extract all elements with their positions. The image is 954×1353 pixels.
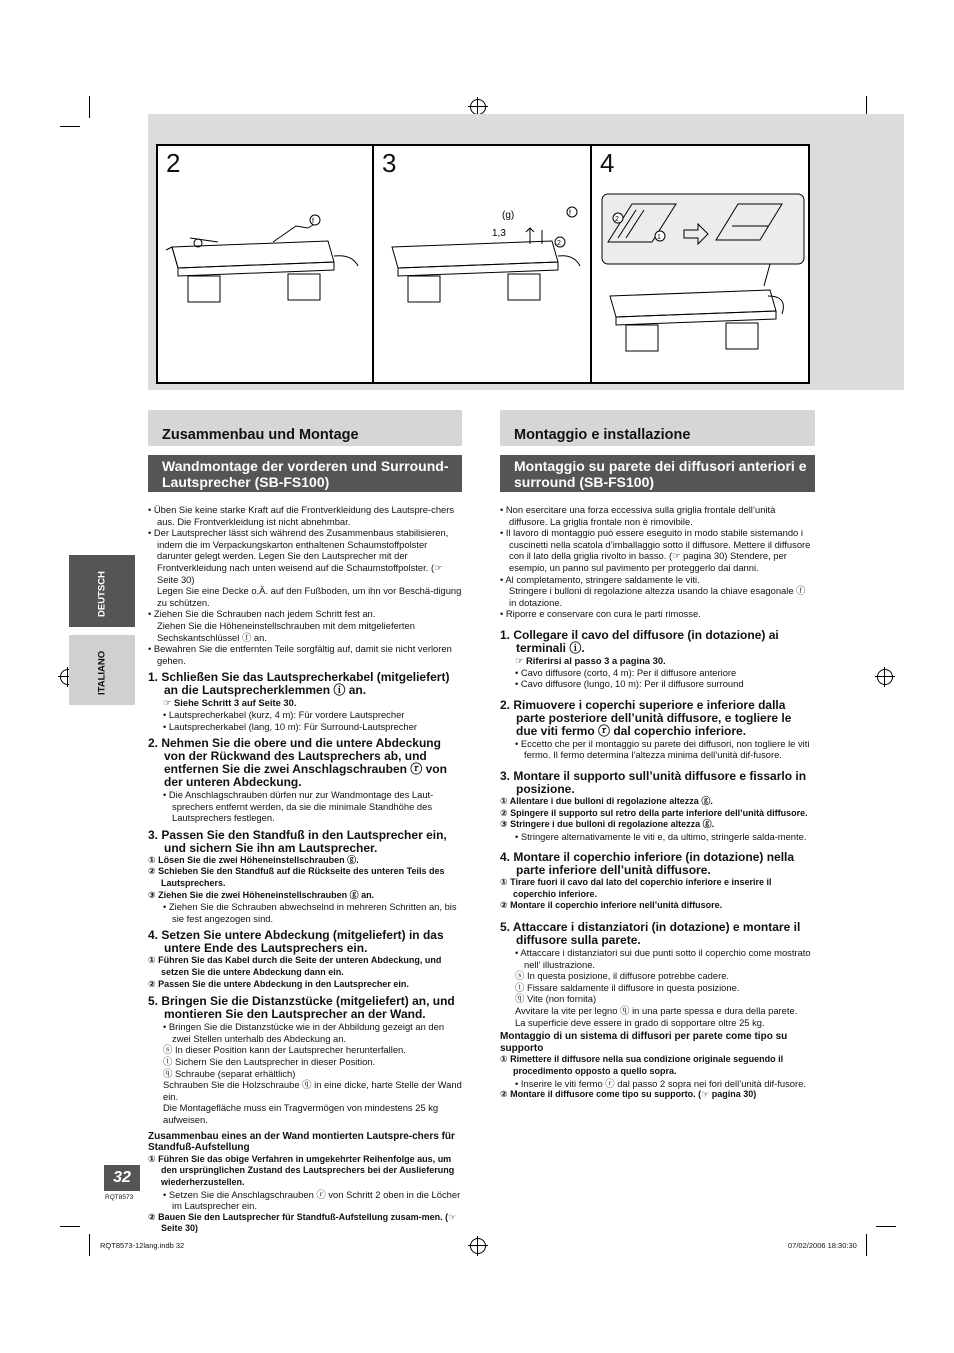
- bullet: • Al completamento, stringere saldamente le viti.: [500, 573, 700, 585]
- step-3-bullet: • Stringere alternativamente le viti e, da ultimo, stringerle salda-mente.: [515, 830, 807, 842]
- reverse-substep: ① Rimettere il diffusore nella sua condizione originale seguendo il procedimento opposto a quello sopra.: [500, 1054, 784, 1076]
- step-1-bullet: • Cavo diffusore (corto, 4 m): Per il diffusore anteriore: [515, 666, 737, 678]
- registration-mark-icon: [877, 669, 893, 685]
- bullet: • Bewahren Sie die entfernten Teile sorgfältig auf, damit sie nicht verloren gehen.: [148, 643, 452, 666]
- bullet-continuation: Stringere i bulloni di regolazione altezza usando la chiave esagonale ⓕ in dotazione.: [509, 585, 806, 608]
- page-number: 32: [104, 1165, 140, 1191]
- bullet: • Non esercitare una forza eccessiva sulla griglia frontale dell’unità diffusore. La griglia frontale non è rimovibile.: [500, 504, 776, 527]
- speaker-illustration: [592, 146, 808, 382]
- trim-mark: [89, 1234, 90, 1256]
- callout-f: f: [569, 210, 571, 217]
- reverse-heading: Zusammenbau eines an der Wand montierten Lautspre-chers für Standfuß-Aufstellung: [148, 1130, 455, 1154]
- step-1-bullet: • Lautsprecherkabel (lang, 10 m): Für Surround-Lautsprecher: [163, 720, 417, 732]
- step-1-reference: ☞ Riferirsi al passo 3 a pagina 30.: [515, 654, 666, 666]
- step-3-substep: ② Spingere il supporto sul retro della parte inferiore dell’unità diffusore.: [500, 807, 808, 818]
- step-1-heading: 1. Schließen Sie das Lautsprecherkabel (mitgeliefert) an die Lautsprecherklemmen ⓘ an.: [148, 670, 450, 698]
- step-5-line: ⓠ Schraube (separat erhältlich): [163, 1067, 296, 1079]
- step-4-substep: ① Führen Sie das Kabel durch die Seite der unteren Abdeckung, und setzen Sie die untere Abdeckung dann ein.: [148, 955, 442, 978]
- bullet: • Il lavoro di montaggio può essere eseguito in modo stabile sistemando i cuscinetti nella scatola d’imballaggio sotto il diffusore. Mettere il diffusore con il lato della griglia rivolto in basso. (☞ pagina 30) Stendere, per esempio, un panno sul pavimento per proteggerlo dai danni.: [500, 527, 811, 573]
- trim-mark: [876, 1226, 896, 1227]
- step-5-heading: 5. Attaccare i distanziatori (in dotazione) e montare il diffusore sulla parete.: [500, 920, 801, 948]
- step-4-heading: 4. Setzen Sie untere Abdeckung (mitgeliefert) in das untere Ende des Lautsprechers ein.: [148, 928, 444, 956]
- german-column: [148, 504, 462, 1235]
- callout-1: 1: [657, 234, 661, 241]
- figure-panel-2: [156, 144, 374, 384]
- step-5-line: La superficie deve essere in grado di sopportare oltre 25 kg.: [515, 1016, 765, 1028]
- trim-mark: [89, 96, 90, 118]
- bullet: • Ziehen Sie die Schrauben nach jedem Schritt fest an.: [148, 608, 376, 620]
- step-3-heading: 3. Montare il supporto sull’unità diffusore e fissarlo in posizione.: [500, 768, 807, 796]
- step-2-bullet: • Die Anschlagschrauben dürfen nur zur Wandmontage des Laut-sprechers entfernt werden, da sie die minimale Standhöhe des Lautsprechers festlegen.: [163, 789, 434, 824]
- callout-1-3: 1,3: [492, 228, 506, 239]
- panel-number: 4: [600, 148, 615, 178]
- bullet: • Üben Sie keine starke Kraft auf die Frontverkleidung des Lautspre-chers aus. Die Frontverkleidung ist nicht abnehmbar.: [148, 504, 455, 527]
- step-3-substep: ③ Ziehen Sie die zwei Höheneinstellschrauben ⓖ an.: [148, 889, 375, 900]
- step-5-line: ⓠ Vite (non fornita): [515, 993, 597, 1005]
- step-1-bullet: • Lautsprecherkabel (kurz, 4 m): Für vordere Lautsprecher: [163, 708, 405, 720]
- footer-file-name: RQT8573-12lang.indb 32: [100, 1241, 185, 1250]
- reverse-substep: ② Bauen Sie den Lautsprecher für Standfuß-Aufstellung zusam-men. (☞ Seite 30): [148, 1211, 457, 1234]
- step-3-substep: ① Lösen Sie die zwei Höheneinstellschrauben ⓖ.: [148, 854, 359, 865]
- registration-mark-icon: [470, 99, 486, 115]
- step-1-heading: 1. Collegare il cavo del diffusore (in dotazione) ai terminali ⓘ.: [500, 627, 779, 655]
- step-5-bullet: • Bringen Sie die Distanzstücke wie in der Abbildung gezeigt an den zwei Stellen unterhalb des Abdeckung an.: [163, 1021, 445, 1044]
- bullet: • Der Lautsprecher lässt sich während des Zusammenbaus stabilisieren, indem die im Verpackungskarton enthaltenen Schaumstoffpolster darunter gelegt werden. Legen Sie den Lautsprecher mit der Frontverkleidung nach unten weisend auf die Schaumstoffpolster. (☞ Seite 30): [148, 527, 449, 585]
- step-1-bullet: • Cavo diffusore (lungo, 10 m): Per il diffusore surround: [515, 678, 744, 690]
- section-title-it: Montaggio e installazione: [500, 410, 815, 446]
- step-5-line: Schrauben Sie die Holzschraube ⓠ in eine dicke, harte Stelle der Wand ein.: [163, 1079, 462, 1102]
- step-5-heading: 5. Bringen Sie die Distanzstücke (mitgeliefert) an, und montieren Sie den Lautsprecher an der Wand.: [148, 994, 455, 1022]
- callout-2: 2: [615, 216, 619, 223]
- figure-panel-3: [372, 144, 592, 384]
- bullet-continuation: Legen Sie eine Decke o.Ä. auf den Fußboden, um ihn vor Beschä-digung zu schützen.: [157, 585, 462, 608]
- step-5-line: ⓢ In dieser Position kann der Lautsprecher herunterfallen.: [163, 1044, 406, 1056]
- language-tab-italiano: ITALIANO: [69, 635, 135, 705]
- trim-mark: [866, 1234, 867, 1256]
- step-4-substep: ② Passen Sie die untere Abdeckung in den Lautsprecher ein.: [148, 978, 409, 989]
- panel-number: 2: [166, 148, 181, 178]
- subsection-title-it: Montaggio su parete dei diffusori anteriori e surround (SB-FS100): [500, 455, 815, 492]
- subsection-title-de: Wandmontage der vorderen und Surround-Lautsprecher (SB-FS100): [148, 455, 462, 492]
- step-4-substep: ② Montare il coperchio inferiore nell’unità diffusore.: [500, 900, 723, 911]
- step-5-line: Avvitare la vite per legno ⓠ in una parte spessa e dura della parete.: [515, 1005, 798, 1017]
- step-3-bullet: • Ziehen Sie die Schrauben abwechselnd in mehreren Schritten an, bis sie fest angezogen sind.: [163, 901, 457, 924]
- callout-2: 2: [557, 240, 561, 247]
- step-5-line: Die Montagefläche muss ein Tragvermögen von mindestens 25 kg aufweisen.: [163, 1102, 439, 1125]
- section-title-de: Zusammenbau und Montage: [148, 410, 462, 446]
- step-5-line: ⓣ Fissare saldamente il diffusore in questa posizione.: [515, 981, 740, 993]
- language-tab-deutsch: DEUTSCH: [69, 555, 135, 627]
- step-5-bullet: • Attaccare i distanziatori sui due punti sotto il coperchio come mostrato nell’ illustrazione.: [515, 947, 811, 970]
- step-5-line: ⓢ In questa posizione, il diffusore potrebbe cadere.: [515, 970, 730, 982]
- callout-g: (g): [502, 210, 515, 221]
- step-3-substep: ② Schieben Sie den Standfuß auf die Rückseite des unteren Teils des Lautsprechers.: [148, 866, 445, 889]
- document-code: RQT8573: [105, 1194, 134, 1201]
- step-2-heading: 2. Rimuovere i coperchi superiore e inferiore dalla parte posteriore dell’unità diffusore, e togliere le due viti fermo ⓡ dal coperchio inferiore.: [500, 697, 792, 738]
- speaker-illustration: [374, 146, 590, 382]
- reverse-bullet: • Setzen Sie die Anschlagschrauben ⓡ von Schritt 2 oben in die Löcher im Lautsprecher ein.: [163, 1188, 461, 1212]
- bullet: • Riporre e conservare con cura le parti rimosse.: [500, 608, 701, 620]
- step-2-heading: 2. Nehmen Sie die obere und die untere Abdeckung von der Rückwand des Lautsprechers ab, und entfernen Sie die zwei Anschlagschrauben ⓡ von der unteren Abdeckung.: [148, 736, 447, 790]
- step-5-line: ⓣ Sichern Sie den Lautsprecher in dieser Position.: [163, 1056, 376, 1067]
- panel-number: 3: [382, 148, 397, 178]
- trim-mark: [60, 1226, 80, 1227]
- speaker-illustration: [158, 146, 372, 382]
- step-3-heading: 3. Passen Sie den Standfuß in den Lautsprecher ein, und sichern Sie ihn am Lautsprecher.: [148, 827, 447, 855]
- step-4-heading: 4. Montare il coperchio inferiore (in dotazione) nella parte inferiore dell’unità diffusore.: [500, 850, 795, 878]
- bullet-continuation: Ziehen Sie die Höheneinstellschrauben mit dem mitgelieferten Sechskantschlüssel ⓕ an.: [157, 619, 415, 643]
- step-3-substep: ① Allentare i due bulloni di regolazione altezza ⓖ.: [500, 795, 713, 806]
- reverse-substep: ② Montare il diffusore come tipo su supporto. (☞ pagina 30): [500, 1089, 757, 1100]
- reverse-substep: ① Führen Sie das obige Verfahren in umgekehrter Reihenfolge aus, um den ursprünglichen Zustand des Lautsprechers bei der Auslieferung wiederherzustellen.: [148, 1153, 455, 1187]
- registration-mark-icon: [470, 1238, 486, 1254]
- italian-column: [500, 504, 815, 1101]
- figure-panel-4: [590, 144, 810, 384]
- step-2-bullet: • Eccetto che per il montaggio su parete dei diffusori, non togliere le viti fermo. Il fermo determina l’altezza minima dell’unità dif-fusore.: [515, 737, 810, 761]
- step-1-reference: ☞ Siehe Schritt 3 auf Seite 30.: [163, 697, 297, 709]
- reverse-bullet: • Inserire le viti fermo ⓡ dal passo 2 sopra nei fori dell’unità dif-fusore.: [515, 1077, 806, 1089]
- callout-f: f: [312, 218, 314, 225]
- reverse-heading: Montaggio di un sistema di diffusori per parete come tipo su supporto: [500, 1031, 788, 1054]
- footer-timestamp: 07/02/2006 18:30:30: [788, 1241, 857, 1250]
- step-4-substep: ① Tirare fuori il cavo dal lato del coperchio inferiore e inserire il coperchio inferiore.: [500, 877, 772, 899]
- step-3-substep: ③ Stringere i due bulloni di regolazione altezza ⓖ.: [500, 819, 715, 830]
- trim-mark: [60, 126, 80, 127]
